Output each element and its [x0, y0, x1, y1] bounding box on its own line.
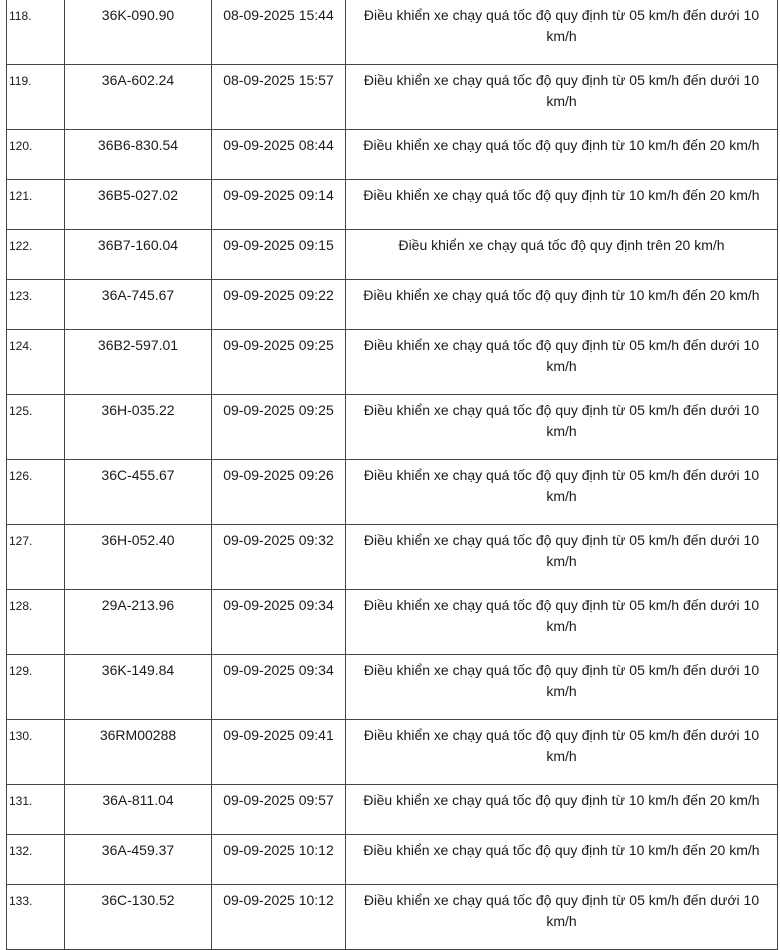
table-row — [7, 835, 778, 885]
violation-time: 09-09-2025 09:15 — [212, 230, 346, 280]
license-plate: 36H-052.40 — [65, 525, 212, 590]
violations-table — [6, 0, 778, 950]
license-plate: 36K-149.84 — [65, 655, 212, 720]
table-row — [7, 525, 778, 590]
row-number: 130. — [7, 720, 65, 785]
violation-time: 09-09-2025 10:12 — [212, 835, 346, 885]
license-plate: 36B6-830.54 — [65, 130, 212, 180]
violation-time: 09-09-2025 09:41 — [212, 720, 346, 785]
row-number: 120. — [7, 130, 65, 180]
license-plate: 36A-811.04 — [65, 785, 212, 835]
row-number: 126. — [7, 460, 65, 525]
violation-description: Điều khiển xe chạy quá tốc độ quy định từ 10 km/h đến 20 km/h — [346, 130, 778, 180]
table-row — [7, 460, 778, 525]
license-plate: 36B5-027.02 — [65, 180, 212, 230]
table-row — [7, 0, 778, 65]
row-number: 125. — [7, 395, 65, 460]
row-number: 122. — [7, 230, 65, 280]
table-row — [7, 655, 778, 720]
violation-description: Điều khiển xe chạy quá tốc độ quy định từ 05 km/h đến dưới 10 km/h — [346, 655, 778, 720]
table-row — [7, 720, 778, 785]
table-row — [7, 65, 778, 130]
row-number: 118. — [7, 0, 65, 65]
row-number: 129. — [7, 655, 65, 720]
violation-description: Điều khiển xe chạy quá tốc độ quy định từ 10 km/h đến 20 km/h — [346, 280, 778, 330]
table-row — [7, 395, 778, 460]
violation-time: 09-09-2025 09:25 — [212, 330, 346, 395]
license-plate: 36B2-597.01 — [65, 330, 212, 395]
violation-description: Điều khiển xe chạy quá tốc độ quy định trên 20 km/h — [346, 230, 778, 280]
table-row — [7, 180, 778, 230]
violation-time: 08-09-2025 15:57 — [212, 65, 346, 130]
violation-time: 09-09-2025 09:22 — [212, 280, 346, 330]
violation-time: 09-09-2025 09:34 — [212, 655, 346, 720]
violation-description: Điều khiển xe chạy quá tốc độ quy định từ 10 km/h đến 20 km/h — [346, 785, 778, 835]
row-number: 131. — [7, 785, 65, 835]
license-plate: 29A-213.96 — [65, 590, 212, 655]
violations-table-body — [7, 0, 778, 950]
violation-time: 09-09-2025 09:26 — [212, 460, 346, 525]
table-row — [7, 230, 778, 280]
violation-time: 09-09-2025 10:12 — [212, 885, 346, 950]
violation-description: Điều khiển xe chạy quá tốc độ quy định từ 05 km/h đến dưới 10 km/h — [346, 395, 778, 460]
violation-description: Điều khiển xe chạy quá tốc độ quy định từ 05 km/h đến dưới 10 km/h — [346, 0, 778, 65]
row-number: 119. — [7, 65, 65, 130]
violation-time: 09-09-2025 09:14 — [212, 180, 346, 230]
violation-description: Điều khiển xe chạy quá tốc độ quy định từ 05 km/h đến dưới 10 km/h — [346, 460, 778, 525]
row-number: 124. — [7, 330, 65, 395]
violation-description: Điều khiển xe chạy quá tốc độ quy định từ 05 km/h đến dưới 10 km/h — [346, 720, 778, 785]
license-plate: 36C-130.52 — [65, 885, 212, 950]
row-number: 128. — [7, 590, 65, 655]
table-row — [7, 590, 778, 655]
row-number: 133. — [7, 885, 65, 950]
license-plate: 36H-035.22 — [65, 395, 212, 460]
table-row — [7, 885, 778, 950]
table-row — [7, 785, 778, 835]
table-row — [7, 280, 778, 330]
license-plate: 36A-459.37 — [65, 835, 212, 885]
violation-description: Điều khiển xe chạy quá tốc độ quy định từ 05 km/h đến dưới 10 km/h — [346, 885, 778, 950]
violation-time: 08-09-2025 15:44 — [212, 0, 346, 65]
violation-description: Điều khiển xe chạy quá tốc độ quy định từ 05 km/h đến dưới 10 km/h — [346, 525, 778, 590]
violation-time: 09-09-2025 09:25 — [212, 395, 346, 460]
table-row — [7, 330, 778, 395]
violation-description: Điều khiển xe chạy quá tốc độ quy định từ 10 km/h đến 20 km/h — [346, 835, 778, 885]
row-number: 132. — [7, 835, 65, 885]
violation-time: 09-09-2025 09:34 — [212, 590, 346, 655]
violation-description: Điều khiển xe chạy quá tốc độ quy định từ 05 km/h đến dưới 10 km/h — [346, 590, 778, 655]
license-plate: 36A-602.24 — [65, 65, 212, 130]
row-number: 123. — [7, 280, 65, 330]
violation-description: Điều khiển xe chạy quá tốc độ quy định từ 10 km/h đến 20 km/h — [346, 180, 778, 230]
violation-description: Điều khiển xe chạy quá tốc độ quy định từ 05 km/h đến dưới 10 km/h — [346, 65, 778, 130]
row-number: 127. — [7, 525, 65, 590]
violation-time: 09-09-2025 08:44 — [212, 130, 346, 180]
license-plate: 36C-455.67 — [65, 460, 212, 525]
table-row — [7, 130, 778, 180]
license-plate: 36B7-160.04 — [65, 230, 212, 280]
row-number: 121. — [7, 180, 65, 230]
violation-time: 09-09-2025 09:57 — [212, 785, 346, 835]
license-plate: 36K-090.90 — [65, 0, 212, 65]
violation-time: 09-09-2025 09:32 — [212, 525, 346, 590]
license-plate: 36RM00288 — [65, 720, 212, 785]
license-plate: 36A-745.67 — [65, 280, 212, 330]
violation-description: Điều khiển xe chạy quá tốc độ quy định từ 05 km/h đến dưới 10 km/h — [346, 330, 778, 395]
